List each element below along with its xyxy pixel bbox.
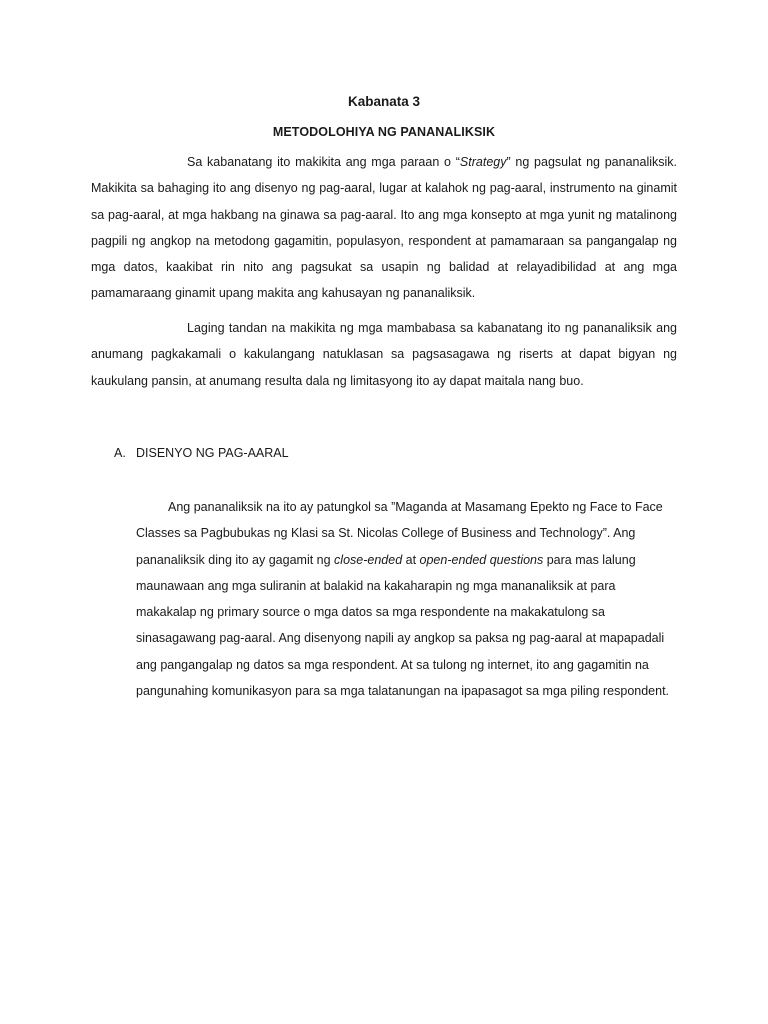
text-line: pangunahing komunikasyon para sa mga talatanungan na ipapasagot sa mga piling respondent. — [136, 684, 670, 699]
text-line: Classes sa Pagbubukas ng Klasi sa St. Nicolas College of Business and Technology”. Ang — [136, 526, 636, 541]
section-title: DISENYO NG PAG-AARAL — [136, 446, 289, 460]
text-line: makakalap ng primary source o mga datos sa mga respondente na makakatulong sa — [136, 605, 606, 620]
text-line: maunawaan ang mga suliranin at balakid na kakaharapin ng mga mananaliksik at para — [136, 578, 616, 593]
text-line: pamamaraang ginamit upang makita ang kahusayan ng pananaliksik. — [91, 286, 476, 301]
text-line: sa pag-aaral, at mga hakbang na ginawa sa pag-aaral. Ito ang mga konsepto at mga yunit ng matalinong — [91, 207, 677, 222]
text-line: pananaliksik ding ito ay gagamit ng close-ended at open-ended questions para mas lalung — [136, 552, 636, 567]
text-line: Makikita sa bahaging ito ang disenyo ng pag-aaral, lugar at kalahok ng pag-aaral, instrumento na ginamit — [91, 181, 677, 196]
text-line: anumang pagkakamali o kakulangang natuklasan sa pagsasagawa ng riserts at dapat bigyan ng — [91, 347, 677, 362]
intro-paragraph-1 — [91, 149, 677, 307]
text-line: ang pangangalap ng datos sa mga respondent. At sa tulong ng internet, ito ang gagamitin na — [136, 657, 649, 672]
section-a-paragraph — [136, 494, 676, 704]
text-line: mga datos, kaakibat rin nito ang pagsukat sa usapin ng balidad at relayadibilidad at ang mga — [91, 260, 677, 275]
section-a-heading — [114, 446, 289, 460]
chapter-title: METODOLOHIYA NG PANANALIKSIK — [272, 125, 496, 139]
text-line: Laging tandan na makikita ng mga mambabasa sa kabanatang ito ng pananaliksik ang — [187, 321, 677, 335]
text-line: Sa kabanatang ito makikita ang mga paraan o “Strategy” ng pagsulat ng pananaliksik. — [187, 155, 677, 169]
intro-paragraph-2 — [91, 315, 677, 394]
text-line: kaukulang pansin, at anumang resulta dala ng limitasyong ito ay dapat maitala nang buo. — [91, 373, 584, 388]
section-letter: A. — [114, 446, 126, 460]
text-line: Ang pananaliksik na ito ay patungkol sa ”Maganda at Masamang Epekto ng Face to Face — [168, 500, 663, 514]
text-line: sinasagawang pag-aaral. Ang disenyong napili ay angkop sa paksa ng pag-aaral at mapapadali — [136, 631, 665, 646]
chapter-heading: Kabanata 3 — [347, 94, 421, 109]
text-line: pagpili ng angkop na metodong gagamitin, populasyon, respondent at pamamaraan sa pangangalap ng — [91, 233, 677, 248]
